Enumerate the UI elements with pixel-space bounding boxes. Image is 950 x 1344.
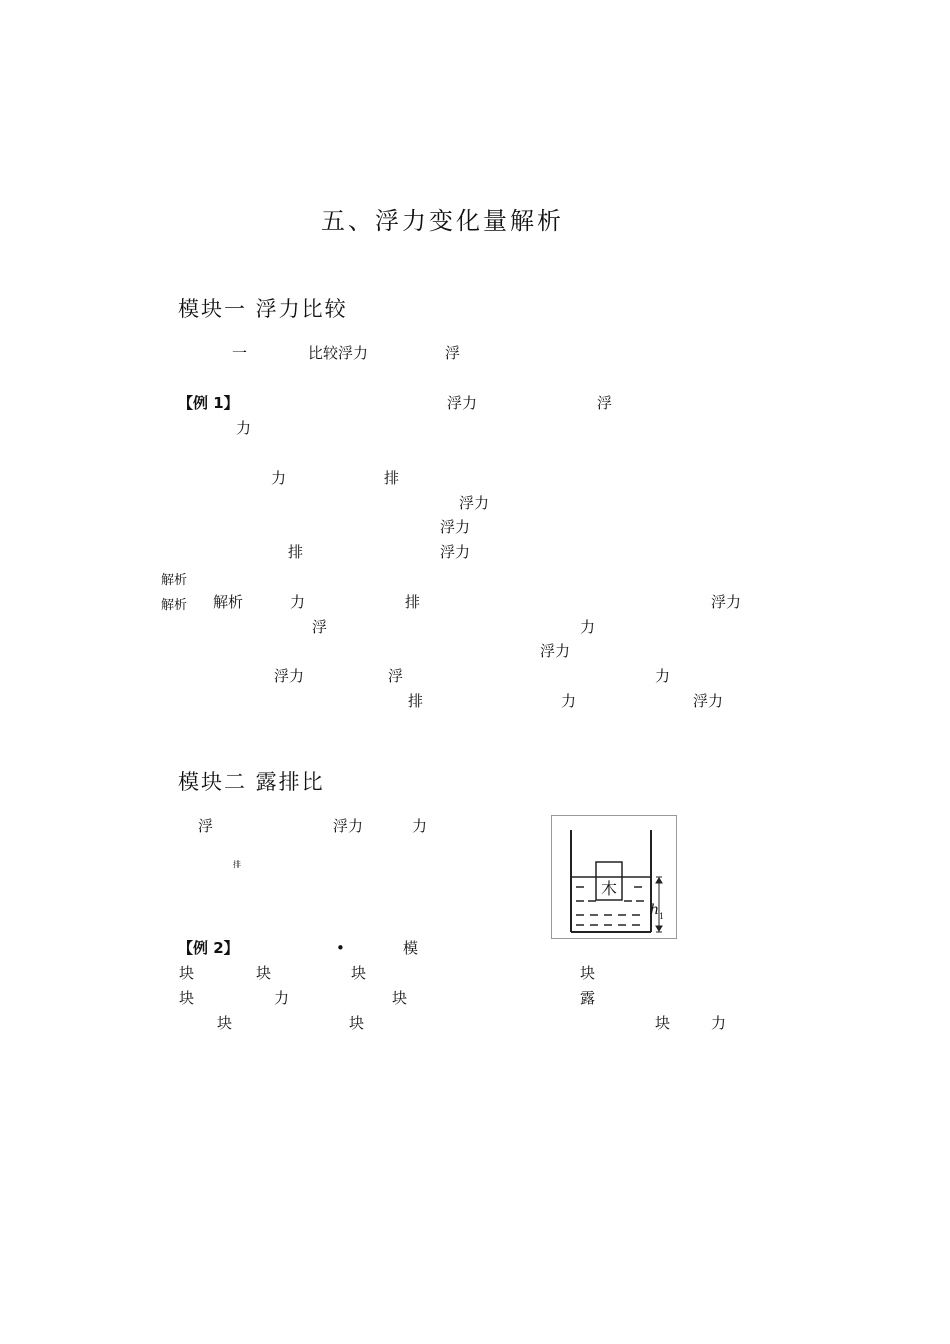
example2-text: 块: [655, 1014, 671, 1032]
analysis-text: 力: [580, 618, 596, 636]
analysis-text: 浮力: [711, 593, 742, 611]
example2-text: 块: [392, 989, 408, 1007]
analysis-text: 浮: [312, 618, 328, 636]
analysis-text: 力: [290, 593, 306, 611]
example1-text: 浮力: [440, 518, 471, 536]
example2-text: 块: [351, 964, 367, 982]
beaker-figure: [551, 815, 677, 939]
example2-text: 块: [179, 964, 195, 982]
height-subscript: 1: [659, 912, 665, 921]
example1-text: 浮力: [447, 394, 478, 412]
analysis-text: 浮力: [693, 692, 724, 710]
example1-text: 浮: [597, 394, 613, 412]
example2-text: 露: [580, 989, 596, 1007]
analysis-margin-label: 解析: [161, 598, 188, 613]
analysis-text: 力: [561, 692, 577, 710]
analysis-margin-label: 解析: [161, 573, 188, 588]
module1-text: 一: [232, 344, 248, 362]
module2-text: 力: [412, 817, 428, 835]
block-label: 木: [600, 879, 618, 898]
example2-text: 力: [274, 989, 290, 1007]
example1-text: 排: [288, 543, 304, 561]
analysis-text: 排: [408, 692, 424, 710]
module2-text: 浮: [198, 817, 214, 835]
analysis-text: 排: [405, 593, 421, 611]
example2-label: 【例 2】: [178, 939, 239, 957]
example2-text: 模: [403, 939, 419, 957]
height-label: h: [650, 902, 660, 918]
example2-text: •: [336, 939, 345, 957]
example2-text: 块: [179, 989, 195, 1007]
example1-text: 排: [384, 469, 400, 487]
analysis-text: 解析: [213, 593, 244, 611]
example2-text: 块: [217, 1014, 233, 1032]
example1-text: 力: [236, 419, 252, 437]
beaker-diagram: [552, 816, 676, 938]
example1-label: 【例 1】: [178, 394, 239, 412]
module1-heading: 模块一 浮力比较: [178, 297, 348, 321]
module1-text: 浮: [445, 344, 461, 362]
module2-heading: 模块二 露排比: [178, 770, 325, 794]
module2-small-mark: 排: [233, 860, 241, 869]
example2-text: 块: [580, 964, 596, 982]
module2-text: 浮力: [333, 817, 364, 835]
analysis-text: 力: [655, 667, 671, 685]
example2-text: 块: [256, 964, 272, 982]
example1-text: 力: [271, 469, 287, 487]
example2-text: 力: [711, 1014, 727, 1032]
analysis-text: 浮力: [274, 667, 305, 685]
analysis-text: 浮: [388, 667, 404, 685]
analysis-text: 浮力: [540, 642, 571, 660]
module1-text: 比较浮力: [308, 344, 369, 362]
example1-text: 浮力: [459, 494, 490, 512]
page-title: 五、浮力变化量解析: [321, 207, 564, 235]
example1-text: 浮力: [440, 543, 471, 561]
example2-text: 块: [349, 1014, 365, 1032]
